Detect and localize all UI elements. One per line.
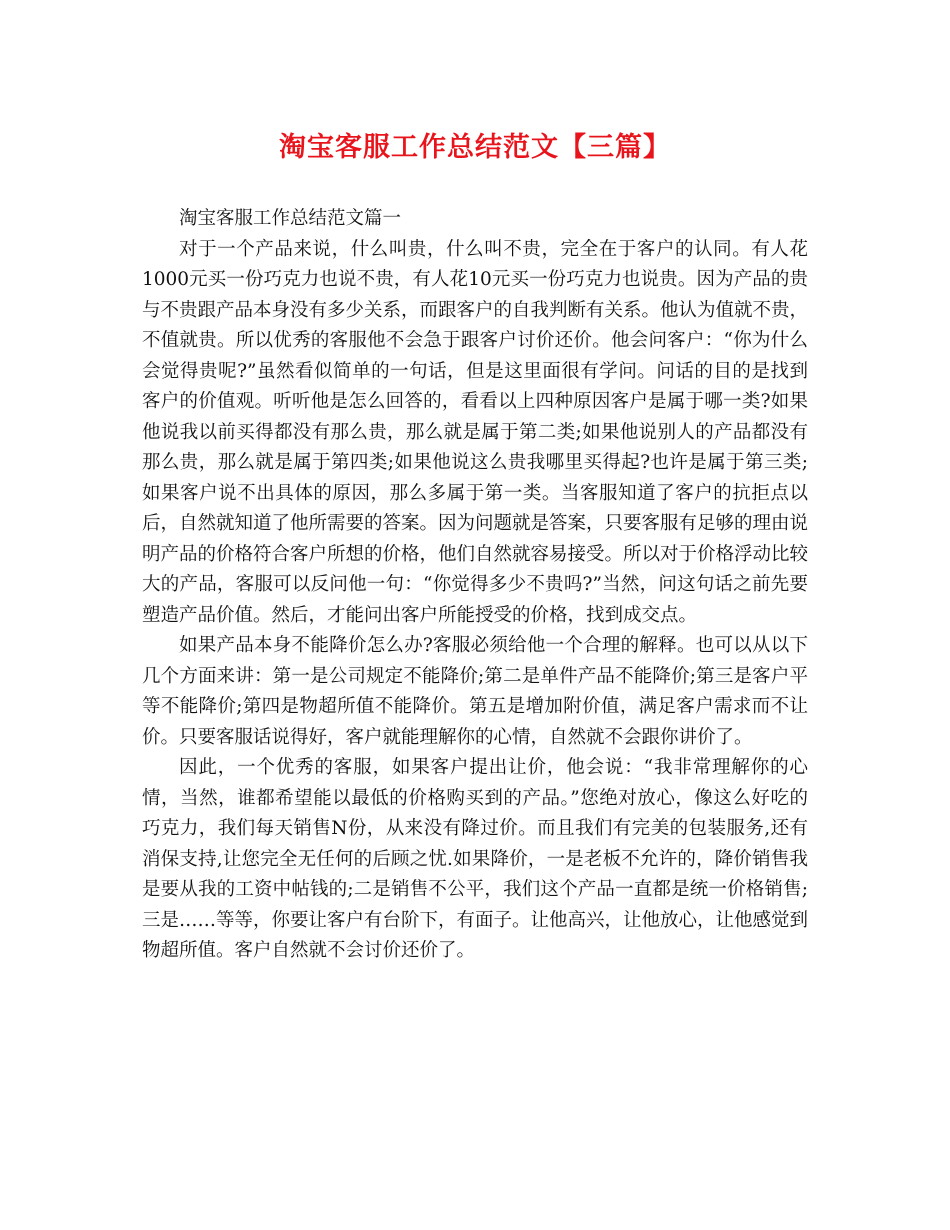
document-page: [142, 128, 808, 967]
paragraph-1: 对于一个产品来说，什么叫贵，什么叫不贵，完全在于客户的认同。有人花1000元买一份巧克力也说不贵，有人花10元买一份巧克力也说贵。因为产品的贵与不贵跟产品本身没有多少关系，而跟客户的自我判断有关系。他认为值就不贵，不值就贵。所以优秀的客服他不会急于跟客户讨价还价。他会问客户：“你为什么会觉得贵呢?”虽然看似简单的一句话，但是这里面很有学问。问话的目的是找到客户的价值观。听听他是怎么回答的，看看以上四种原因客户是属于哪一类?如果他说我以前买得都没有那么贵，那么就是属于第二类;如果他说别人的产品都没有那么贵，那么就是属于第四类;如果他说这么贵我哪里买得起?也许是属于第三类;如果客户说不出具体的原因，那么多属于第一类。当客服知道了客户的抗拒点以后，自然就知道了他所需要的答案。因为问题就是答案，只要客服有足够的理由说明产品的价格符合客户所想的价格，他们自然就容易接受。所以对于价格浮动比较大的产品，客服可以反问他一句：“你觉得多少不贵吗?”当然，问这句话之前先要塑造产品价值。然后，才能问出客户所能授受的价格，找到成交点。: [142, 238, 809, 626]
paragraph-3: 因此，一个优秀的客服，如果客户提出让价，他会说：“我非常理解你的心情，当然，谁都希望能以最低的价格购买到的产品。”您绝对放心，像这么好吃的巧克力，我们每天销售N份，从来没有降过价。而且我们有完美的包装服务,还有消保支持,让您完全无任何的后顾之忧.如果降价，一是老板不允许的，降价销售我是要从我的工资中帖钱的;二是销售不公平，我们这个产品一直都是统一价格销售;三是……等等，你要让客户有台阶下，有面子。让他高兴，让他放心，让他感觉到物超所值。客户自然就不会讨价还价了。: [142, 757, 809, 961]
document-title: 淘宝客服工作总结范文【三篇】: [279, 132, 671, 163]
section-heading: 淘宝客服工作总结范文篇一: [179, 208, 402, 229]
document-body: [142, 204, 808, 967]
paragraph-2: 如果产品本身不能降价怎么办?客服必须给他一个合理的解释。也可以从以下几个方面来讲：第一是公司规定不能降价;第二是单件产品不能降价;第三是客户平等不能降价;第四是物超所值不能降价。第五是增加附价值，满足客户需求而不让价。只要客服话说得好，客户就能理解你的心情，自然就不会跟你讲价了。: [142, 635, 808, 748]
